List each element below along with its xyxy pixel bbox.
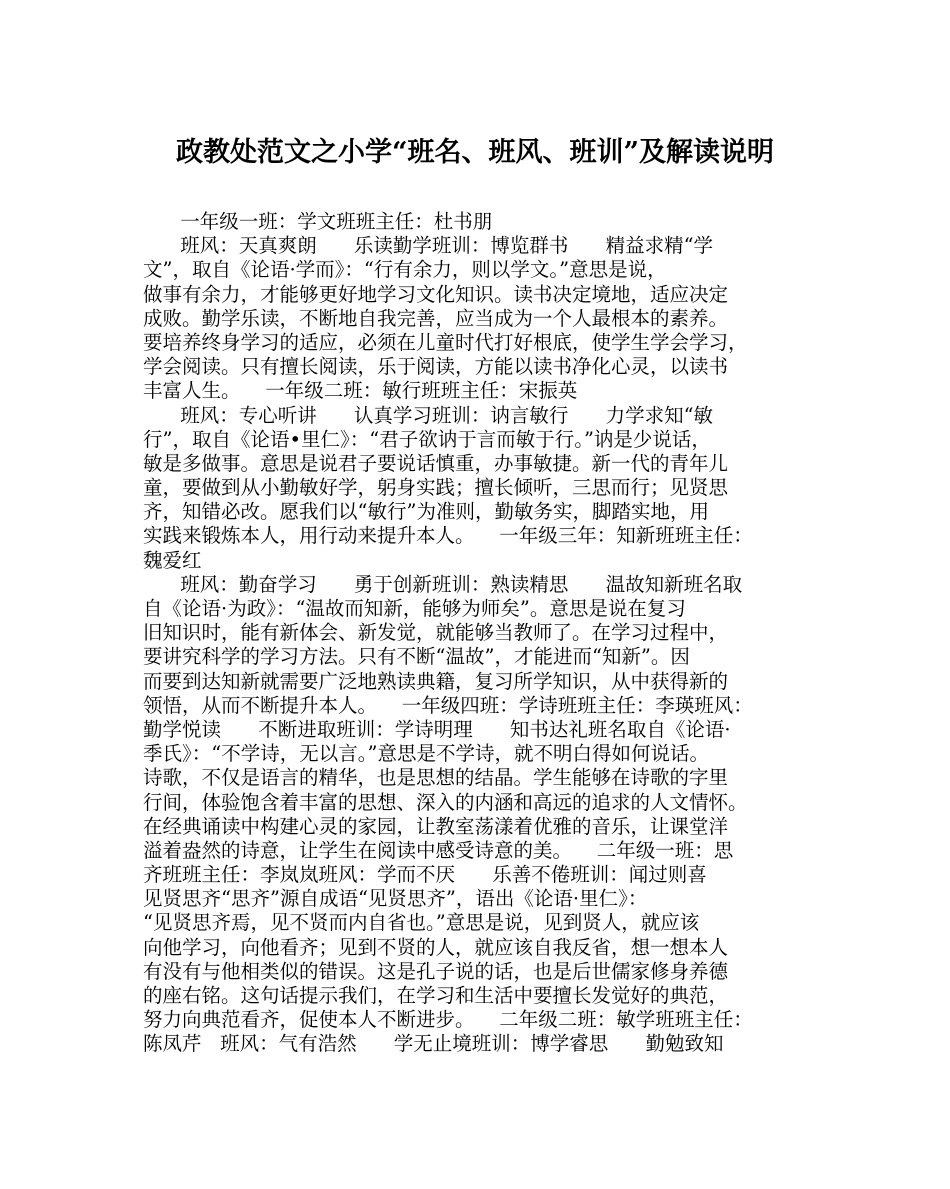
text-line: 勤学悦读 不断进取班训：学诗明理 知书达礼班名取自《论语· — [143, 717, 731, 741]
text-line: 学会阅读。只有擅长阅读，乐于阅读，方能以读书净化心灵，以读书 — [143, 355, 729, 379]
text-line: 旧知识时，能有新体会、新发觉，就能够当教师了。在学习过程中， — [143, 621, 729, 645]
text-line: 行间，体验饱含着丰富的思想、深入的内涵和高远的追求的人文情怀。 — [143, 790, 748, 814]
text-line: 班风：勤奋学习 勇于创新班训：熟读精思 温故知新班名取 — [143, 572, 743, 596]
text-line: 魏爱红 — [143, 548, 202, 572]
text-line: 童，要做到从小勤敏好学，躬身实践；擅长倾听，三思而行；见贤思 — [143, 476, 729, 500]
text-line: 领悟，从而不断提升本人。 一年级四班：学诗班班主任：李瑛班风： — [143, 693, 753, 717]
text-line: 见贤思齐“思齐”源自成语“见贤思齐”，语出《论语·里仁》： — [143, 887, 648, 911]
document-body — [143, 210, 833, 1057]
text-line: 齐，知错必改。愿我们以“敏行”为准则，勤敏务实，脚踏实地，用 — [143, 500, 709, 524]
text-line: 成败。勤学乐读，不断地自我完善，应当成为一个人最根本的素养。 — [143, 306, 729, 330]
document-title: 政教处范文之小学“班名、班风、班训”及解读说明 — [175, 137, 775, 168]
text-line: 自《论语·为政》：“温故而知新，能够为师矣”。意思是说在复习 — [143, 597, 686, 620]
text-line: 诗歌，不仅是语言的精华，也是思想的结晶。学生能够在诗歌的字里 — [143, 766, 729, 790]
text-line: 向他学习，向他看齐；见到不贤的人，就应该自我反省，想一想本人 — [143, 935, 729, 959]
text-line: 陈凤芹 班风：气有浩然 学无止境班训：博学睿思 勤勉致知 — [143, 1032, 724, 1056]
text-line: 要讲究科学的学习方法。只有不断“温故”，才能进而“知新”。因 — [143, 645, 690, 669]
text-line: 溢着盎然的诗意，让学生在阅读中感受诗意的美。 二年级一班：思 — [143, 838, 734, 862]
text-line: 班风：专心听讲 认真学习班训：讷言敏行 力学求知“敏 — [143, 403, 714, 427]
text-line: 努力向典范看齐，促使本人不断进步。 二年级二班：敏学班班主任： — [143, 1008, 753, 1032]
text-line: 文”，取自《论语·学而》：“行有余力，则以学文。”意思是说， — [143, 258, 667, 282]
text-line: 一年级一班：学文班班主任：杜书朋 — [143, 210, 493, 233]
text-line: 在经典诵读中构建心灵的家园，让教室荡漾着优雅的音乐，让课堂洋 — [143, 814, 729, 838]
text-line: 的座右铭。这句话提示我们，在学习和生活中要擅长发觉好的典范， — [143, 984, 729, 1007]
text-line: 实践来锻炼本人，用行动来提升本人。 一年级三年：知新班班主任： — [143, 524, 753, 548]
text-line: 要培养终身学习的适应，必须在儿童时代打好根底，使学生学会学习， — [143, 330, 748, 354]
text-line: 季氏》：“不学诗，无以言。”意思是不学诗，就不明白得如何说话。 — [143, 742, 709, 766]
text-line: 齐班班主任：李岚岚班风：学而不厌 乐善不倦班训：闻过则喜 — [143, 863, 707, 887]
text-line: 丰富人生。 一年级二班：敏行班班主任：宋振英 — [143, 379, 578, 403]
text-line: 班风：天真爽朗 乐读勤学班训：博览群书 精益求精“学 — [143, 234, 714, 258]
text-line: 做事有余力，才能够更好地学习文化知识。读书决定境地，适应决定 — [143, 282, 729, 306]
text-line: “见贤思齐焉，见不贤而内自省也。”意思是说，见到贤人，就应该 — [143, 911, 700, 935]
text-line: 敏是多做事。意思是说君子要说话慎重，办事敏捷。新一代的青年儿 — [143, 451, 729, 475]
text-line: 有没有与他相类似的错误。这是孔子说的话，也是后世儒家修身养德 — [143, 959, 729, 983]
text-line: 而要到达知新就需要广泛地熟读典籍，复习所学知识，从中获得新的 — [143, 669, 729, 693]
text-line: 行”，取自《论语•里仁》：“君子欲讷于言而敏于行。”讷是少说话， — [143, 427, 711, 451]
